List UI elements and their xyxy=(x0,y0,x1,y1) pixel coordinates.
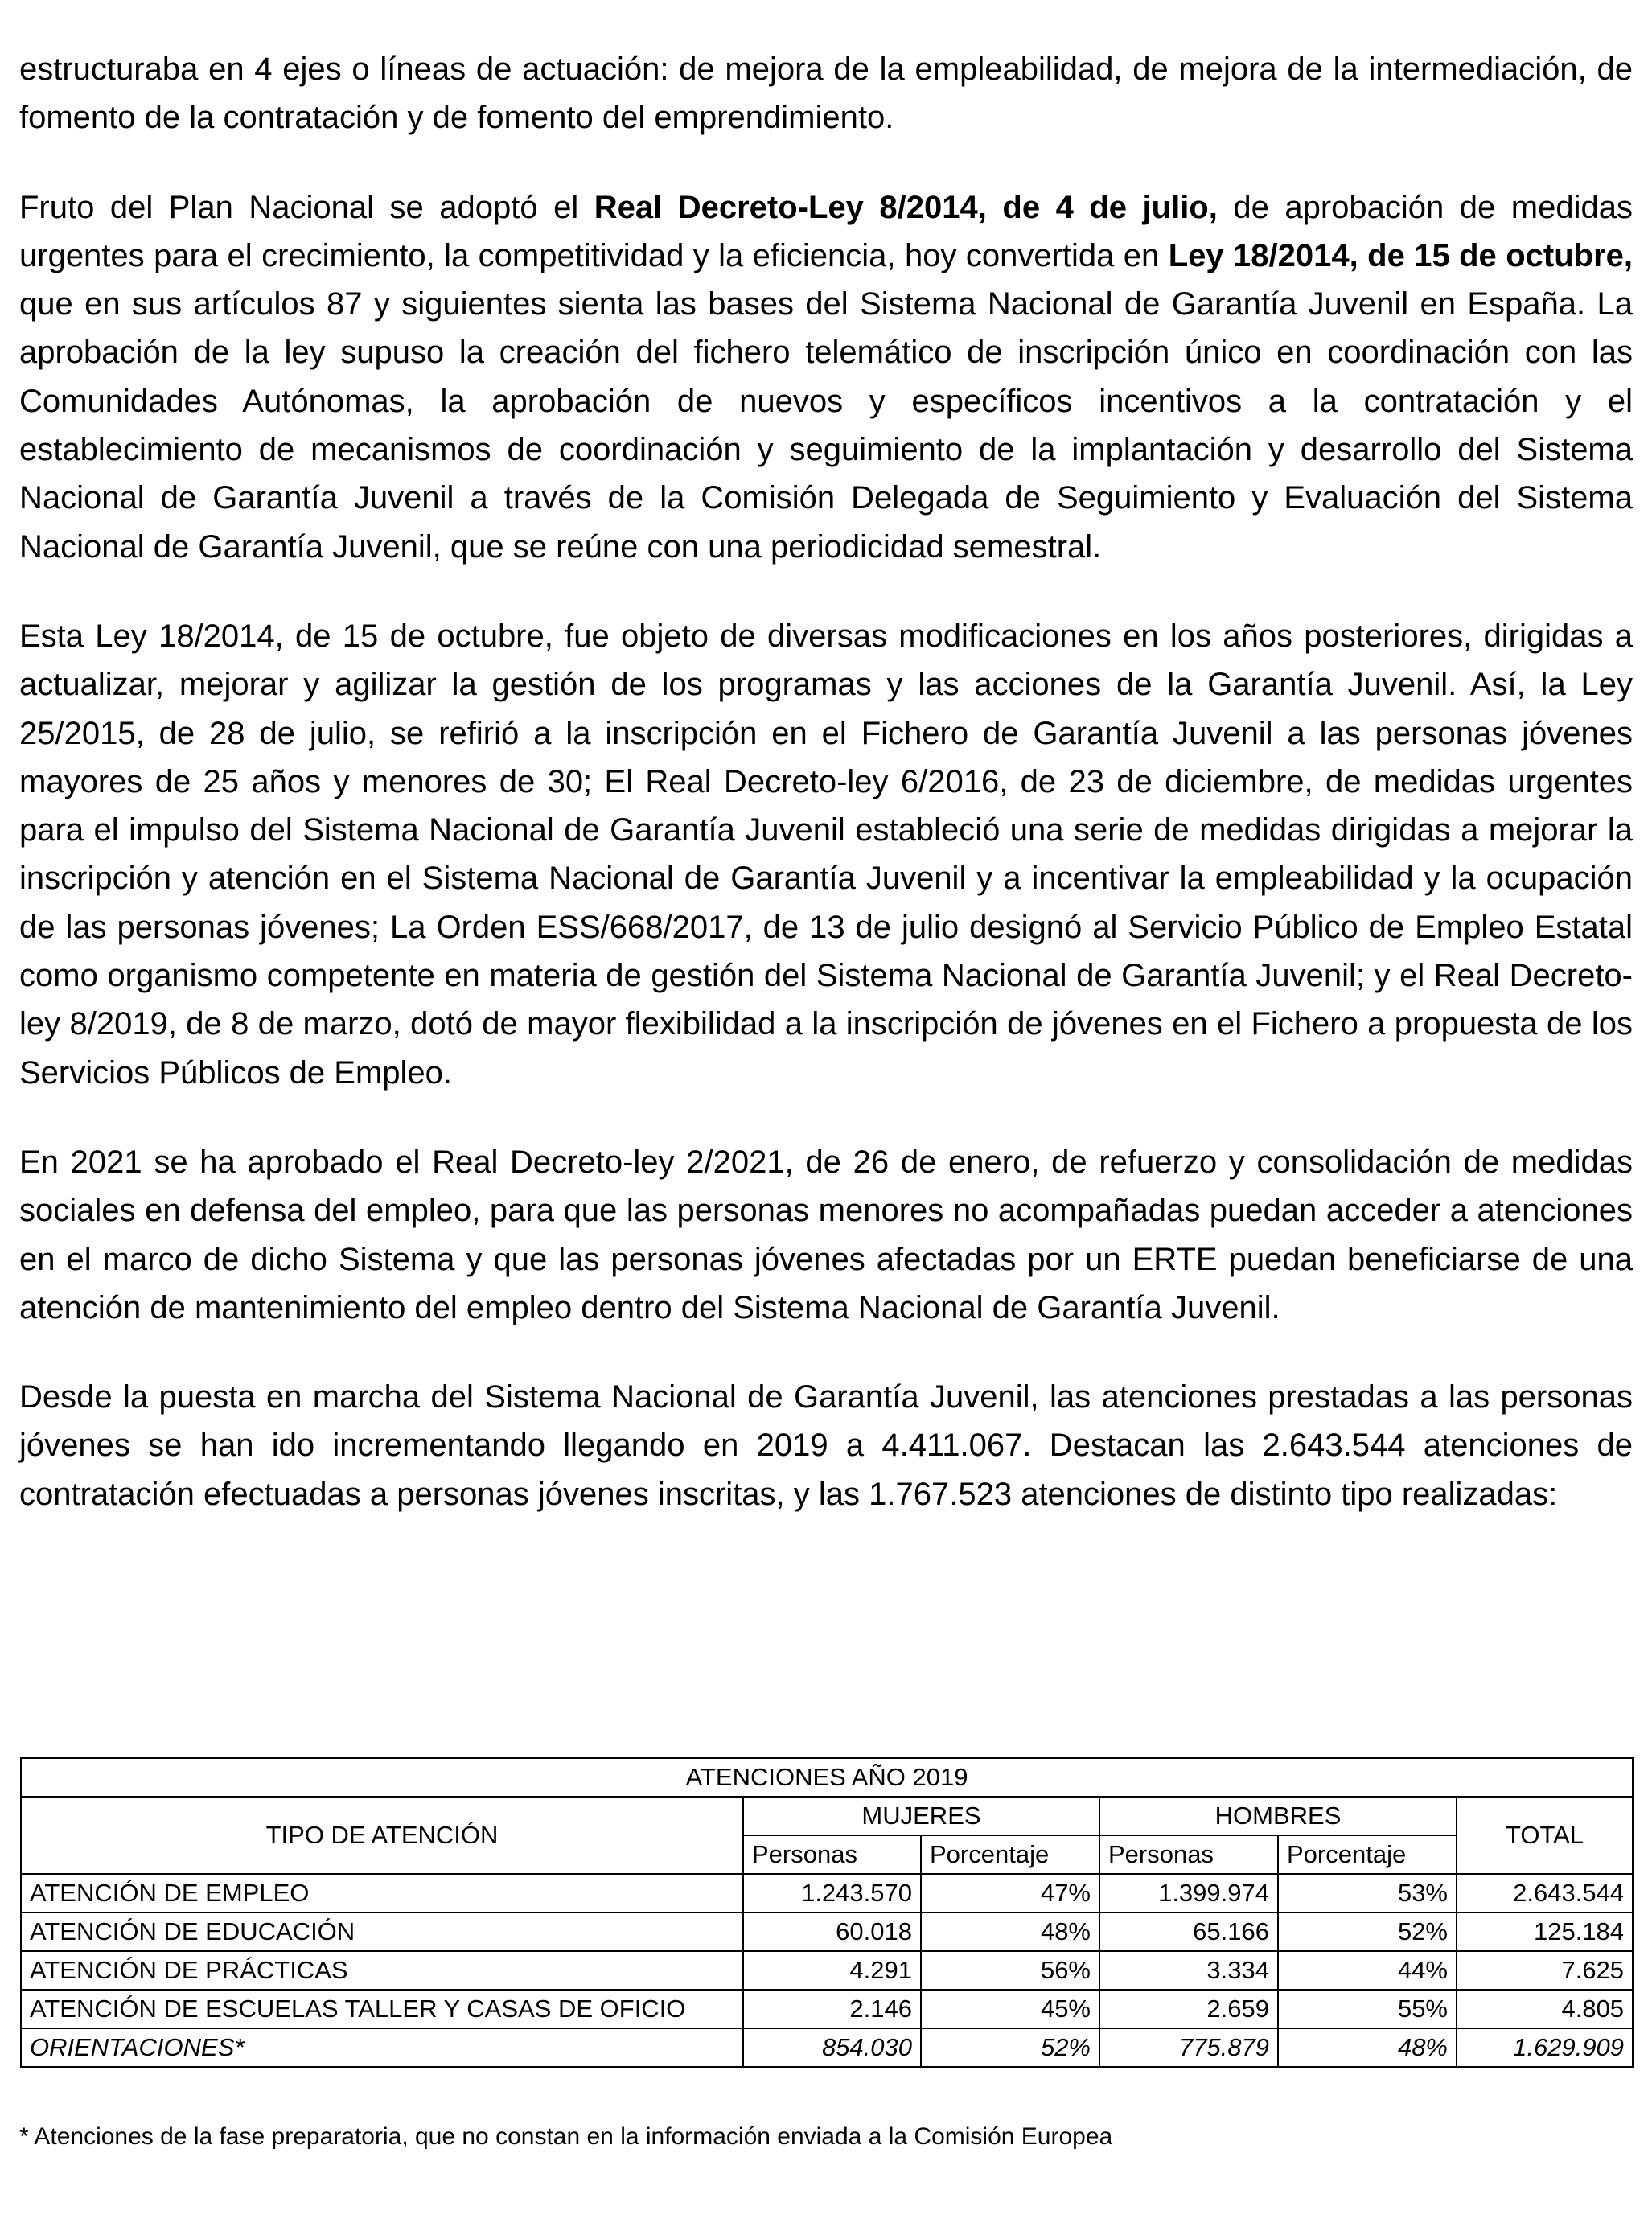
cell-hombres-porcentaje: 48% xyxy=(1278,2028,1457,2067)
cell-mujeres-porcentaje: 47% xyxy=(921,1874,1099,1913)
cell-hombres-personas: 1.399.974 xyxy=(1099,1874,1278,1913)
cell-tipo: ATENCIÓN DE EDUCACIÓN xyxy=(21,1913,743,1951)
cell-mujeres-personas: 1.243.570 xyxy=(743,1874,921,1913)
text-run: Fruto del Plan Nacional se adoptó el xyxy=(19,189,594,225)
paragraph xyxy=(19,1373,1633,1518)
cell-total: 4.805 xyxy=(1457,1990,1633,2028)
cell-total: 125.184 xyxy=(1457,1913,1633,1951)
cell-mujeres-porcentaje: 48% xyxy=(921,1913,1099,1951)
cell-mujeres-porcentaje: 56% xyxy=(921,1951,1099,1990)
cell-total: 7.625 xyxy=(1457,1951,1633,1990)
cell-tipo: ATENCIÓN DE PRÁCTICAS xyxy=(21,1951,743,1990)
table-row xyxy=(21,1951,1633,1990)
attention-table xyxy=(20,1757,1634,2068)
cell-mujeres-personas: 854.030 xyxy=(743,2028,921,2067)
cell-total: 1.629.909 xyxy=(1457,2028,1633,2067)
text-run: estructuraba en 4 ejes o líneas de actuación: de mejora de la empleabilidad, de mejora de la intermediación, de fomento de la contratación y de fomento del emprendimiento. xyxy=(19,51,1633,136)
cell-hombres-personas: 65.166 xyxy=(1099,1913,1278,1951)
cell-mujeres-personas: 60.018 xyxy=(743,1913,921,1951)
table-row xyxy=(21,2028,1633,2067)
cell-hombres-personas: 3.334 xyxy=(1099,1951,1278,1990)
cell-mujeres-porcentaje: 45% xyxy=(921,1990,1099,2028)
cell-mujeres-porcentaje: 52% xyxy=(921,2028,1099,2067)
cell-mujeres-personas: 2.146 xyxy=(743,1990,921,2028)
cell-tipo: ORIENTACIONES* xyxy=(21,2028,743,2067)
text-run: Esta Ley 18/2014, de 15 de octubre, fue objeto de diversas modificaciones en los años posteriores, dirigidas a actualizar, mejorar y agilizar la gestión de los programas y las acciones de la Garantía Juvenil. Así, la Ley 25/2015, de 28 de julio, se refirió a la inscripción en el Fichero de Garantía Juvenil a las personas jóvenes mayores de 25 años y menores de 30; El Real Decreto-ley 6/2016, de 23 de diciembre, de medidas urgentes para el impulso del Sistema Nacional de Garantía Juvenil estableció una serie de medidas dirigidas a mejorar la inscripción y atención en el Sistema Nacional de Garantía Juvenil y a incentivar la empleabilidad y la ocupación de las personas jóvenes; La Orden ESS/668/2017, de 13 de julio designó al Servicio Público de Empleo Estatal como organismo competente en materia de gestión del Sistema Nacional de Garantía Juvenil; y el Real Decreto-ley 8/2019, de 8 de marzo, dotó de mayor flexibilidad a la inscripción de jóvenes en el Fichero a propuesta de los Servicios Públicos de Empleo. xyxy=(19,618,1633,1091)
cell-tipo: ATENCIÓN DE ESCUELAS TALLER Y CASAS DE OFICIO xyxy=(21,1990,743,2028)
cell-hombres-personas: 2.659 xyxy=(1099,1990,1278,2028)
cell-hombres-personas: 775.879 xyxy=(1099,2028,1278,2067)
text-run: Desde la puesta en marcha del Sistema Nacional de Garantía Juvenil, las atenciones prestadas a las personas jóvenes se han ido incrementando llegando en 2019 a 4.411.067. Destacan las 2.643.544 atenciones de contratación efectuadas a personas jóvenes inscritas, y las 1.767.523 atenciones de distinto tipo realizadas: xyxy=(19,1379,1633,1512)
table-row xyxy=(21,1874,1633,1913)
table-row xyxy=(21,1913,1633,1951)
subheader-mujeres-porcentaje: Porcentaje xyxy=(921,1835,1099,1874)
cell-hombres-porcentaje: 52% xyxy=(1278,1913,1457,1951)
cell-total: 2.643.544 xyxy=(1457,1874,1633,1913)
cell-tipo: ATENCIÓN DE EMPLEO xyxy=(21,1874,743,1913)
paragraph xyxy=(19,612,1633,1097)
table-header-row xyxy=(21,1797,1633,1835)
header-mujeres: MUJERES xyxy=(743,1797,1099,1835)
cell-hombres-porcentaje: 55% xyxy=(1278,1990,1457,2028)
paragraph xyxy=(19,183,1633,571)
header-hombres: HOMBRES xyxy=(1099,1797,1457,1835)
text-run: de aprobación de medidas urgentes para el crecimiento, la competitividad y la eficiencia, hoy convertida en xyxy=(19,189,1633,273)
bold-text: Real Decreto-Ley 8/2014, de 4 de julio, xyxy=(594,189,1218,225)
cell-hombres-porcentaje: 44% xyxy=(1278,1951,1457,1990)
cell-hombres-porcentaje: 53% xyxy=(1278,1874,1457,1913)
subheader-mujeres-personas: Personas xyxy=(743,1835,921,1874)
header-total: TOTAL xyxy=(1457,1797,1633,1874)
text-run: En 2021 se ha aprobado el Real Decreto-ley 2/2021, de 26 de enero, de refuerzo y consolidación de medidas sociales en defensa del empleo, para que las personas menores no acompañadas puedan acceder a atenciones en el marco de dicho Sistema y que las personas jóvenes afectadas por un ERTE puedan beneficiarse de una atención de mantenimiento del empleo dentro del Sistema Nacional de Garantía Juvenil. xyxy=(19,1144,1633,1325)
bold-text: Ley 18/2014, de 15 de octubre, xyxy=(1168,237,1633,273)
attention-table-container xyxy=(20,1757,1632,2068)
footnote: * Atenciones de la fase preparatoria, que no constan en la información enviada a la Comisión Europea xyxy=(19,2123,1113,2150)
subheader-hombres-personas: Personas xyxy=(1099,1835,1278,1874)
paragraph xyxy=(19,45,1633,142)
document-body xyxy=(19,45,1633,1559)
table-row xyxy=(21,1990,1633,2028)
paragraph xyxy=(19,1138,1633,1332)
header-tipo: TIPO DE ATENCIÓN xyxy=(21,1797,743,1874)
cell-mujeres-personas: 4.291 xyxy=(743,1951,921,1990)
table-title-row xyxy=(21,1758,1633,1797)
table-title: ATENCIONES AÑO 2019 xyxy=(21,1758,1633,1797)
text-run: que en sus artículos 87 y siguientes sienta las bases del Sistema Nacional de Garantía Juvenil en España. La aprobación de la ley supuso la creación del fichero telemático de inscripción único en coordinación con las Comunidades Autónomas, la aprobación de nuevos y específicos incentivos a la contratación y el establecimiento de mecanismos de coordinación y seguimiento de la implantación y desarrollo del Sistema Nacional de Garantía Juvenil a través de la Comisión Delegada de Seguimiento y Evaluación del Sistema Nacional de Garantía Juvenil, que se reúne con una periodicidad semestral. xyxy=(19,286,1633,565)
subheader-hombres-porcentaje: Porcentaje xyxy=(1278,1835,1457,1874)
